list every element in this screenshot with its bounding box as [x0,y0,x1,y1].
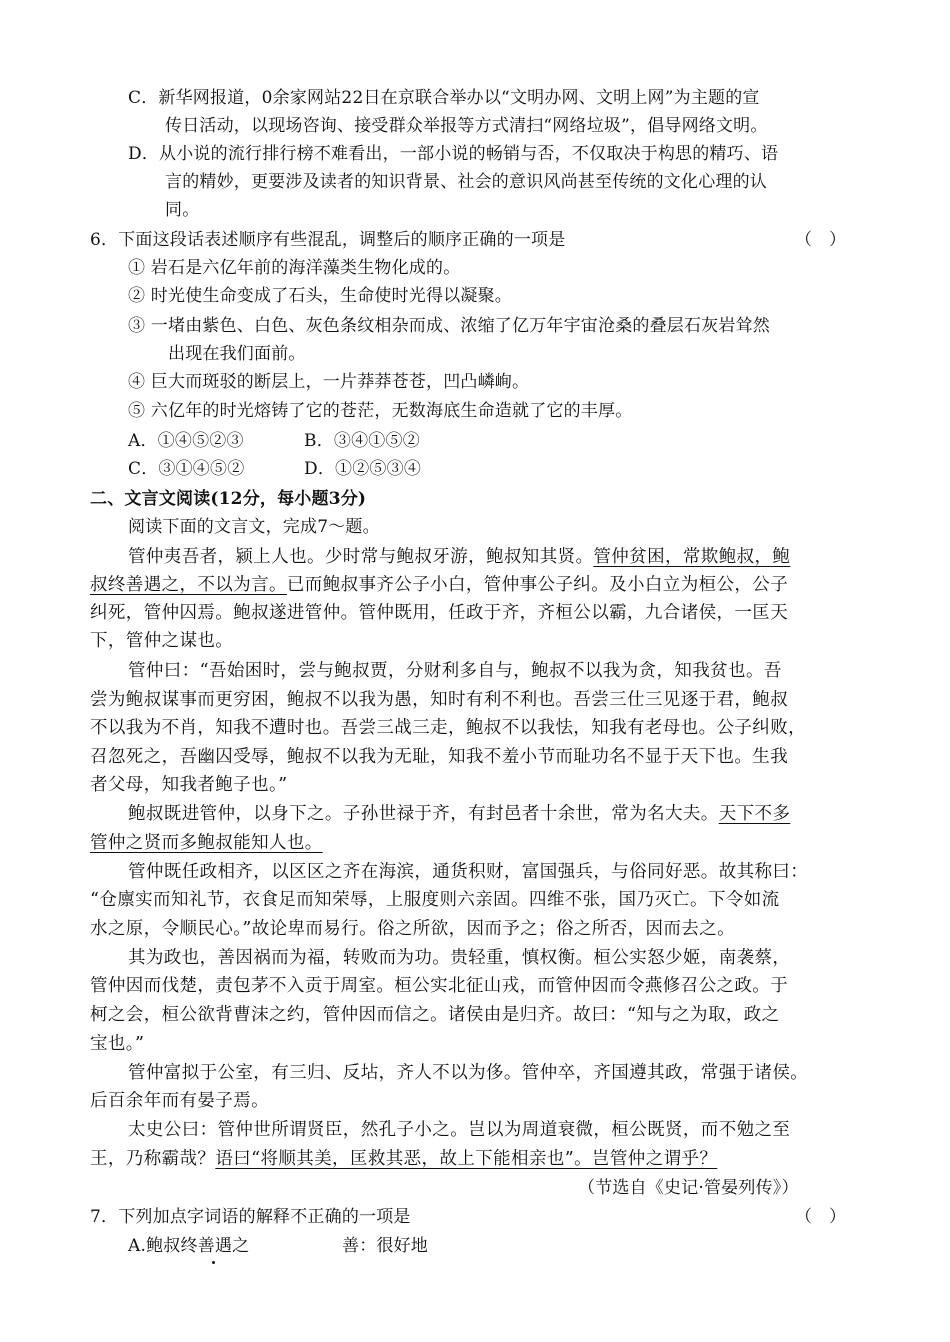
q7-option-a-gloss: 善：很好地 [342,1236,428,1256]
underlined-sentence: 语曰“将顺其美，匡救其恶，故上下能相亲也”。岂管仲之谓乎？ [215,1149,718,1169]
passage-p1-line1 [128,543,790,571]
passage-text: 已而鲍叔事齐公子小白，管仲事公子纠。及小白立为桓公，公子 [286,575,789,595]
passage-p7-line1: 太史公曰：管仲世所谓贤臣，然孔子小之。岂以为周道衰微，桓公既贤，而不勉之至 [128,1120,791,1140]
q6-option-a: A．①④⑤②③ [128,431,244,451]
passage-p5-line3: 柯之会，桓公欲背曹沫之约，管仲因而信之。诸侯由是归齐。故曰：“知与之为取，政之 [90,1005,780,1025]
q6-sentence-1: ① 岩石是六亿年前的海洋藻类生物化成的。 [128,258,461,278]
passage-p1-line3: 纠死，管仲囚焉。鲍叔遂进管仲。管仲既用，任政于齐，齐桓公以霸，九合诸侯，一匡天 [90,603,789,623]
passage-p2-line3: 不以我为不肖，知我不遭时也。吾尝三战三走，鲍叔不以我怯，知我有老母也。公子纠败， [90,718,806,738]
q6-sentence-5: ⑤ 六亿年的时光熔铸了它的苍茫，无数海底生命造就了它的丰厚。 [128,401,633,421]
q6-sentence-3-line2: 出现在我们面前。 [168,344,306,364]
passage-p2-line5: 者父母，知我者鲍子也。” [90,775,288,795]
q5-option-d-line3: 同。 [165,200,200,220]
passage-p5-line1: 其为政也，善因祸而为福，转败而为功。贵轻重，慎权衡。桓公实怒少姬，南袭蔡， [128,948,791,968]
emphasis-dot [212,1261,215,1264]
passage-p5-line4: 宝也。” [90,1034,145,1054]
q7-option-a-text: A.鲍叔终善遇之 [128,1236,250,1256]
section-instructions: 阅读下面的文言文，完成7～题。 [128,517,380,537]
passage-p2-line2: 尝为鲍叔谋事而更穷困，鲍叔不以我为愚，知时有利不利也。吾尝三仕三见逐于君，鲍叔 [90,690,789,710]
passage-p4-line2: “仓廪实而知礼节，衣食足而知荣辱，上服度则六亲固。四维不张，国乃灭亡。下令如流 [90,890,780,910]
q5-option-c-line1: C．新华网报道，0余家网站22日在京联合举办以“文明办网、文明上网”为主题的宣 [128,88,760,108]
underlined-sentence: 管仲贫困，常欺鲍叔，鲍 [593,547,791,567]
passage-p5-line2: 管仲因而伐楚，责包茅不入贡于周室。桓公实北征山戎，而管仲因而令燕修召公之政。于 [90,976,789,996]
q5-option-d-line1: D．从小说的流行排行榜不难看出，一部小说的畅销与否，不仅取决于构思的精巧、语 [128,144,779,164]
passage-text: 王，乃称霸哉？ [90,1149,216,1169]
passage-p1-line4: 下，管仲之谋也。 [90,631,234,651]
q6-option-d: D．①②⑤③④ [304,459,422,479]
q6-sentence-2: ② 时光使生命变成了石头，生命使时光得以凝聚。 [128,286,513,306]
underlined-sentence: 叔终善遇之，不以为言。 [90,575,287,595]
q5-option-d-line2: 言的精妙，更要涉及读者的知识背景、社会的意识风尚甚至传统的文化心理的认 [165,172,767,192]
q6-answer-parentheses: （ ） [795,230,846,250]
q6-stem: 6．下面这段话表述顺序有些混乱，调整后的顺序正确的一项是 [90,230,566,250]
underlined-sentence: 管仲之贤而多鲍叔能知人也。 [90,833,323,853]
q6-option-b: B．③④①⑤② [304,431,420,451]
passage-text: 管仲夷吾者，颍上人也。少时常与鲍叔牙游，鲍叔知其贤。 [128,547,594,567]
passage-p6-line1: 管仲富拟于公室，有三归、反坫，齐人不以为侈。管仲卒，齐国遵其政，常强于诸侯。 [128,1063,809,1083]
passage-p3-line2 [90,829,323,857]
passage-p2-line1: 管仲曰：“吾始困时，尝与鲍叔贾，分财利多自与，鲍叔不以我为贪，知我贫也。吾 [128,661,782,681]
passage-p6-line2: 后百余年而有晏子焉。 [90,1091,269,1111]
section-heading: 二、文言文阅读(12分，每小题3分) [90,489,367,509]
q6-sentence-3-line1: ③ 一堵由紫色、白色、灰色条纹相杂而成、浓缩了亿万年宇宙沧桑的叠层石灰岩耸然 [128,316,771,336]
passage-source: （节选自《史记·管晏列传》） [578,1178,799,1198]
q7-stem: 7．下列加点字词语的解释不正确的一项是 [90,1207,411,1227]
passage-p3-line1 [128,800,790,828]
passage-p7-line2 [90,1145,717,1173]
passage-p4-line1: 管仲既任政相齐，以区区之齐在海滨，通货积财，富国强兵，与俗同好恶。故其称曰： [128,862,809,882]
q5-option-c-line2: 传日活动，以现场咨询、接受群众举报等方式清扫“网络垃圾”，倡导网络文明。 [165,116,768,136]
passage-p1-line2 [90,571,788,599]
passage-p2-line4: 召忽死之，吾幽囚受辱，鲍叔不以我为无耻，知我不羞小节而耻功名不显于天下也。生我 [90,747,789,767]
q7-answer-parentheses: （ ） [795,1207,846,1227]
q6-sentence-4: ④ 巨大而斑驳的断层上，一片莽莽苍苍，凹凸嶙峋。 [128,372,530,392]
q6-option-c: C．③①④⑤② [128,459,245,479]
passage-p4-line3: 水之原，令顺民心。”故论卑而易行。俗之所欲，因而予之；俗之所否，因而去之。 [90,919,735,939]
underlined-sentence: 天下不多 [718,804,791,824]
passage-text: 鲍叔既进管仲，以身下之。子孙世禄于齐，有封邑者十余世，常为名大夫。 [128,804,719,824]
